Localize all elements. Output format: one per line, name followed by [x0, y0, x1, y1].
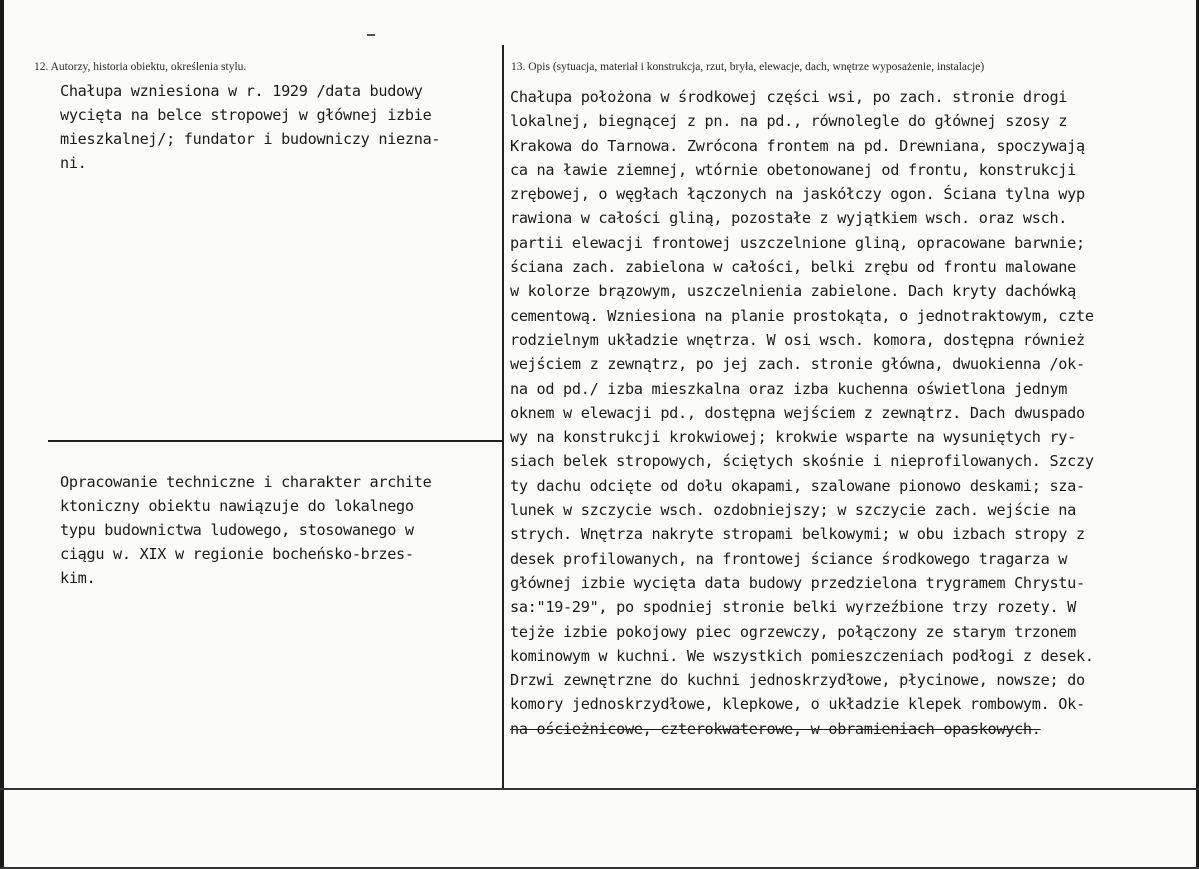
text-line: w kolorze brązowym, uszczelnienia zabielone. Dach kryty dachówką: [510, 282, 1076, 301]
text-line: komory jednoskrzydłowe, klepkowe, o układzie klepek rombowym. Ok-: [510, 695, 1085, 714]
column-divider: [502, 45, 504, 790]
text-line: Drzwi zewnętrzne do kuchni jednoskrzydłowe, płycinowe, nowsze; do: [510, 671, 1085, 690]
text-line: partii elewacji frontowej uszczelnione gliną, opracowane barwnie;: [510, 233, 1085, 252]
text-line: ktoniczny obiektu nawiązuje do lokalnego: [60, 497, 414, 515]
text-line: wejściem z zewnątrz, po jej zach. stronie główna, dwuokienna /ok-: [510, 355, 1085, 374]
text-line: wy na konstrukcji krokwiowej; krokwie wsparte na wysuniętych ry-: [510, 428, 1076, 447]
text-line: siach belek stropowych, ściętych skośnie i nieprofilowanych. Szczy: [510, 452, 1094, 471]
text-line: mieszkalnej/; fundator i budowniczy niezna-: [60, 130, 441, 148]
section-12-text: [60, 79, 440, 175]
top-mark: [367, 34, 375, 36]
text-line: lokalnej, biegnącej z pn. na pd., równolegle do głównej szosy z: [510, 112, 1068, 131]
text-line: rodzielnym układzie wnętrza. W osi wsch. komora, dostępna również: [510, 330, 1085, 349]
text-line: ty dachu odcięte od dołu okapami, szalowane pionowo deskami; sza-: [510, 476, 1085, 495]
text-line: lunek w szczycie wsch. ozdobniejszy; w szczycie zach. wejście na: [510, 501, 1076, 520]
text-line: na ościeżnicowe, czterokwaterowe, w obramieniach opaskowych.: [510, 719, 1041, 738]
text-line: sa:"19-29", po spodniej stronie belki wyrzeźbione trzy rozety. W: [510, 598, 1076, 617]
text-line: Krakowa do Tarnowa. Zwrócona frontem na pd. Drewniana, spoczywają: [510, 136, 1085, 155]
section-13-text: [510, 85, 1094, 741]
text-line: zrębowej, o węgłach łączonych na jaskółczy ogon. Ściana tylna wyp: [510, 185, 1085, 204]
text-line: ni.: [60, 154, 87, 172]
text-line: ściana zach. zabielona w całości, belki zrębu od frontu malowane: [510, 258, 1076, 277]
text-line: typu budownictwa ludowego, stosowanego w: [60, 521, 414, 539]
bottom-rule: [0, 788, 1199, 790]
text-line: kominowym w kuchni. We wszystkich pomieszczeniach podłogi z desek.: [510, 646, 1094, 665]
text-line: desek profilowanych, na frontowej ściance środkowego tragarza w: [510, 549, 1068, 568]
text-line: cementową. Wzniesiona na planie prostokąta, o jednotraktowym, czte: [510, 306, 1094, 325]
text-line: Chałupa wzniesiona w r. 1929 /data budowy: [60, 82, 423, 100]
text-line: Chałupa położona w środkowej części wsi, po zach. stronie drogi: [510, 88, 1068, 106]
text-line: tejże izbie pokojowy piec ogrzewczy, połączony ze starym trzonem: [510, 622, 1076, 641]
text-line: Opracowanie techniczne i charakter archite: [60, 473, 432, 491]
text-line: ca na ławie ziemnej, wtórnie obetonowanej od frontu, konstrukcji: [510, 160, 1076, 179]
text-line: strych. Wnętrza nakryte stropami belkowymi; w obu izbach stropy z: [510, 525, 1085, 544]
left-section-divider: [48, 440, 503, 442]
text-line: ciągu w. XIX w regionie bocheńsko-brzes-: [60, 545, 414, 563]
text-line: głównej izbie wycięta data budowy przedzielona trygramem Chrystu-: [510, 573, 1085, 592]
text-line: rawiona w całości gliną, pozostałe z wyjątkiem wsch. oraz wsch.: [510, 209, 1068, 228]
text-line: na od pd./ izba mieszkalna oraz izba kuchenna oświetlona jednym: [510, 379, 1068, 398]
text-line: wycięta na belce stropowej w głównej izbie: [60, 106, 432, 124]
left-edge: [0, 0, 4, 869]
section-12b-text: [60, 470, 431, 590]
section-12-label: 12. Autorzy, historia obiektu, określenia stylu.: [34, 61, 247, 73]
section-13-label: 13. Opis (sytuacja, materiał i konstrukcja, rzut, bryła, elewacje, dach, wnętrze wyposażenie, instalacje): [511, 61, 985, 73]
text-line: kim.: [60, 569, 96, 587]
text-line: oknem w elewacji pd., dostępna wejściem z zewnątrz. Dach dwuspado: [510, 403, 1085, 422]
